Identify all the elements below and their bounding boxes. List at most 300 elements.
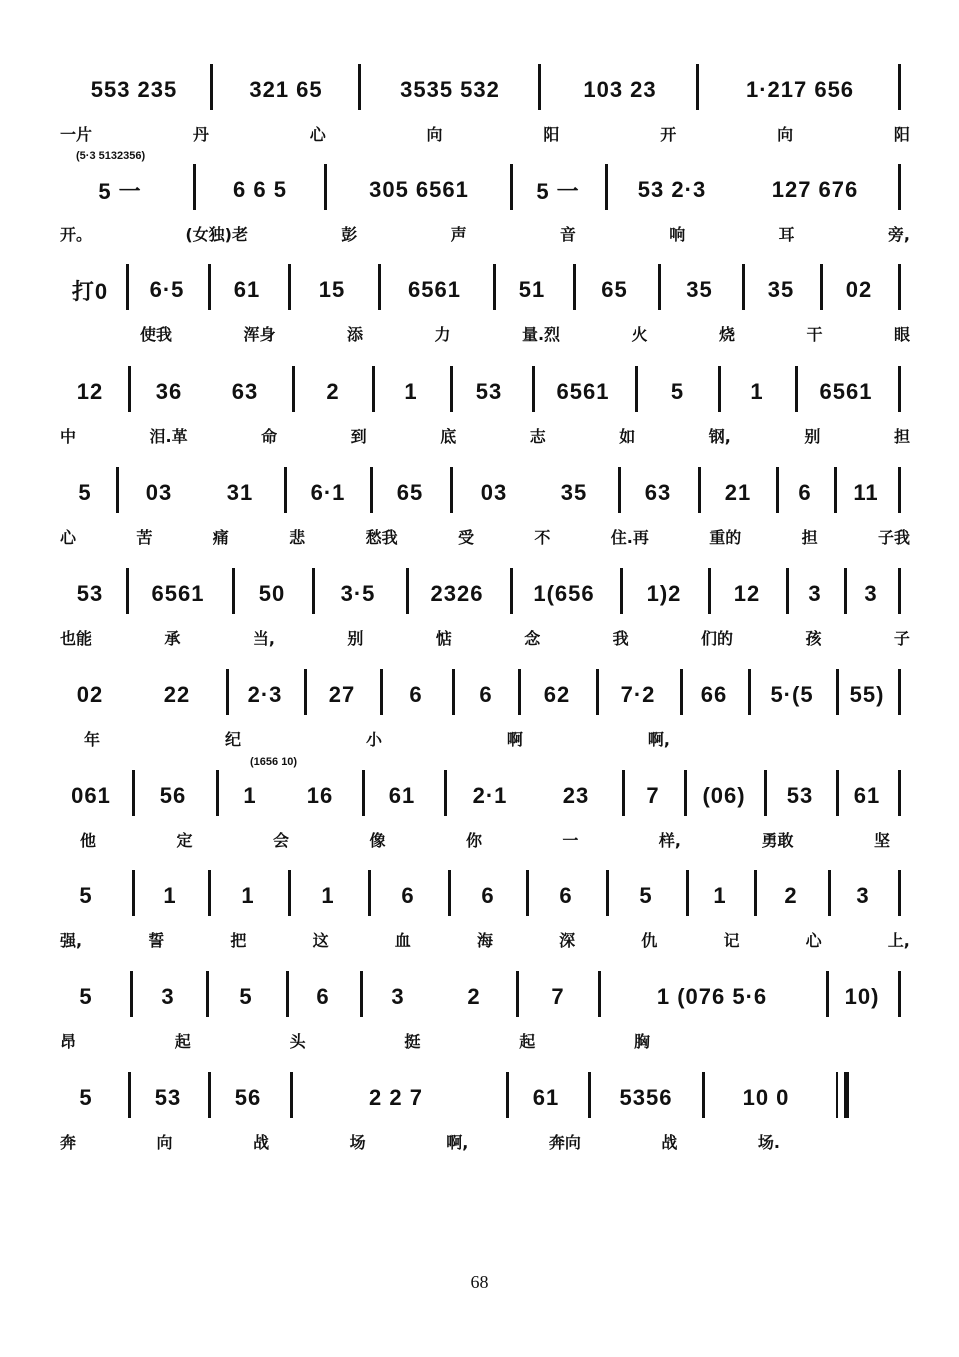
measure: 63 [231, 379, 259, 404]
measure: 12 [76, 379, 104, 404]
measure: 6561 [151, 581, 205, 606]
measure: 6 [409, 682, 423, 707]
measure: 31 [226, 480, 254, 505]
lyric: 住.再 [610, 528, 649, 547]
bar-line [680, 669, 683, 715]
lyric: 孩 [805, 629, 822, 648]
final-bar-line [844, 1072, 849, 1118]
lyric: 坚 [873, 831, 890, 850]
bar-line [130, 971, 133, 1017]
bar-line [232, 568, 235, 614]
bar-line [206, 971, 209, 1017]
bar-line [288, 870, 291, 916]
bar-line [304, 669, 307, 715]
lyric: 子 [893, 629, 910, 648]
bar-line [448, 870, 451, 916]
bar-line [450, 366, 453, 412]
lyric: 这 [312, 931, 329, 950]
bar-line [372, 366, 375, 412]
bar-line [226, 669, 229, 715]
bar-line [698, 467, 701, 513]
bar-line [193, 164, 196, 210]
lyric: 场 [349, 1133, 366, 1152]
lyric: 彭 [341, 225, 358, 244]
measure: 6 [559, 883, 573, 908]
bar-line [748, 669, 751, 715]
bar-line [622, 770, 625, 816]
lyric: 眼 [893, 325, 910, 344]
bar-line [362, 770, 365, 816]
measure: 2 [784, 883, 798, 908]
bar-line [588, 1072, 591, 1118]
measure: 61 [388, 783, 416, 808]
lyrics-line [60, 424, 910, 450]
bar-line [532, 366, 535, 412]
bar-line [510, 164, 513, 210]
lyric: 声 [450, 225, 467, 244]
bar-line [836, 770, 839, 816]
bar-line [358, 64, 361, 110]
lyric: 样, [658, 831, 681, 850]
lyric: 战 [661, 1133, 678, 1152]
measure: (06) [702, 783, 746, 808]
bar-line [898, 971, 901, 1017]
bar-line [216, 770, 219, 816]
measure: 5356 [619, 1085, 673, 1110]
bar-line [116, 467, 119, 513]
measure: 35 [560, 480, 588, 505]
measure: 6561 [819, 379, 873, 404]
measure: 22 [163, 682, 191, 707]
measure: 1 [163, 883, 177, 908]
lyric: (女独)老 [185, 225, 248, 244]
lyric: 胸 [633, 1032, 650, 1051]
measure: 3 [864, 581, 878, 606]
lyric: 担 [893, 427, 910, 446]
lyric: 啊 [506, 730, 523, 749]
measure: 61 [853, 783, 881, 808]
lyric: 像 [369, 831, 386, 850]
measure: 1 [321, 883, 335, 908]
measure: 3535 532 [400, 77, 500, 102]
bar-line [506, 1072, 509, 1118]
measure: 3 [808, 581, 822, 606]
measure: 36 [155, 379, 183, 404]
lyric: 浑身 [243, 325, 276, 344]
lyrics-line [60, 222, 910, 248]
measure: 305 6561 [369, 177, 469, 202]
lyric: 挺 [404, 1032, 421, 1051]
lyric: 小 [365, 730, 382, 749]
lyric: 响 [669, 225, 686, 244]
measure: 62 [543, 682, 571, 707]
lyric: 心 [309, 125, 326, 144]
bar-line [618, 467, 621, 513]
bar-line [573, 264, 576, 310]
lyric: 愁我 [365, 528, 398, 547]
lyric: 起 [519, 1032, 536, 1051]
lyric: 丹 [192, 125, 209, 144]
page-number: 68 [470, 1272, 489, 1292]
measure: 6·1 [310, 480, 346, 505]
bar-line [598, 971, 601, 1017]
measure: 5 [79, 984, 93, 1009]
lyric: 音 [559, 225, 576, 244]
lyric: 惦 [435, 629, 452, 648]
measure: 53 [786, 783, 814, 808]
final-bar-line [836, 1072, 838, 1118]
lyrics-line [60, 322, 910, 348]
bar-line [635, 366, 638, 412]
measure: 5 [639, 883, 653, 908]
lyric: 誓 [148, 931, 165, 950]
lyric: 昂 [60, 1032, 77, 1051]
grace-note-annotation: (5·3 5132356) [76, 150, 146, 162]
lyric: 干 [806, 325, 823, 344]
measure: 321 65 [249, 77, 323, 102]
measure: 56 [234, 1085, 262, 1110]
score-system-8 [60, 756, 910, 876]
measure: 6 [479, 682, 493, 707]
lyric: 子我 [877, 528, 910, 547]
bar-line [510, 568, 513, 614]
bar-line [684, 770, 687, 816]
bar-line [516, 971, 519, 1017]
measure: 53 [76, 581, 104, 606]
bar-line [526, 870, 529, 916]
bar-line [312, 568, 315, 614]
lyric: 担 [801, 528, 818, 547]
lyric: 火 [631, 325, 648, 344]
measure: 2·1 [472, 783, 508, 808]
lyrics-line [60, 1029, 910, 1055]
bar-line [764, 770, 767, 816]
bar-line [898, 669, 901, 715]
bar-line [132, 870, 135, 916]
grace-note-annotation: (1656 10) [250, 756, 298, 768]
measure: 66 [700, 682, 728, 707]
measure: 1·217 656 [745, 77, 855, 102]
bar-line [284, 467, 287, 513]
measure: 53 [475, 379, 503, 404]
bar-line [518, 669, 521, 715]
lyric: 会 [272, 831, 289, 850]
measure: 27 [328, 682, 356, 707]
measure: 2·3 [247, 682, 283, 707]
bar-line [406, 568, 409, 614]
bar-line [844, 568, 847, 614]
lyric: 血 [394, 931, 411, 950]
lyric: 旁, [887, 225, 910, 244]
bar-line [210, 64, 213, 110]
bar-line [128, 366, 131, 412]
lyrics-line [60, 727, 910, 753]
bar-line [776, 467, 779, 513]
lyric: 记 [723, 931, 740, 950]
measure: 6561 [556, 379, 610, 404]
lyric: 奔 [60, 1133, 77, 1152]
measure: 10) [844, 984, 880, 1009]
bar-line [718, 366, 721, 412]
bar-line [898, 870, 901, 916]
lyric: 定 [176, 831, 193, 850]
measure: 103 23 [583, 77, 657, 102]
measure: 65 [396, 480, 424, 505]
score-system-2 [60, 150, 910, 270]
measure: 5 一 [536, 178, 580, 204]
measure: 16 [306, 783, 334, 808]
measure: 5 [239, 984, 253, 1009]
lyric: 战 [253, 1133, 270, 1152]
lyric: 命 [261, 427, 278, 446]
measure: 15 [318, 277, 346, 302]
measure: 53 2·3 [637, 177, 707, 202]
bar-line [754, 870, 757, 916]
lyric: 烧 [718, 325, 735, 344]
bar-line [538, 64, 541, 110]
bar-line [795, 366, 798, 412]
lyric: 苦 [136, 528, 153, 547]
measure: 1)2 [646, 581, 682, 606]
lyric: 耳 [778, 225, 795, 244]
lyric: 心 [805, 931, 822, 950]
lyrics-line [60, 928, 910, 954]
lyrics-line [60, 1130, 910, 1156]
measure: 1 [241, 883, 255, 908]
lyric: 心 [60, 528, 77, 547]
measure: 51 [518, 277, 546, 302]
score-system-4 [60, 372, 910, 472]
measure: 6 [481, 883, 495, 908]
lyric: 啊, [647, 730, 670, 749]
bar-line [286, 971, 289, 1017]
bar-line [826, 971, 829, 1017]
measure: 553 235 [90, 77, 178, 102]
lyric: 海 [476, 931, 493, 950]
lyric: 别 [347, 629, 364, 648]
measure: 35 [686, 277, 713, 302]
bar-line [786, 568, 789, 614]
measure: 02 [76, 682, 104, 707]
lyric: 重的 [709, 528, 742, 547]
measure: 2 2 7 [369, 1085, 423, 1110]
lyric: 开 [660, 125, 677, 144]
measure: 6 [798, 480, 812, 505]
bar-line [596, 669, 599, 715]
bar-line [380, 669, 383, 715]
lyric: 开。 [60, 225, 93, 244]
measure: 1 [404, 379, 418, 404]
measure: 12 [733, 581, 761, 606]
bar-line [126, 568, 129, 614]
lyric: 痛 [212, 528, 229, 547]
bar-line [126, 264, 129, 310]
measure: 53 [154, 1085, 182, 1110]
measure: 11 [853, 480, 879, 505]
measure: 127 676 [771, 177, 859, 202]
bar-line [128, 1072, 131, 1118]
lyric: 深 [559, 931, 576, 950]
bar-line [606, 870, 609, 916]
lyric: 当, [252, 629, 275, 648]
measure: 03 [145, 480, 173, 505]
measure: 03 [480, 480, 508, 505]
lyric: 中 [60, 427, 77, 446]
bar-line [742, 264, 745, 310]
bar-line [452, 669, 455, 715]
bar-line [290, 1072, 293, 1118]
score-system-3 [60, 270, 910, 370]
measure: 1 [750, 379, 764, 404]
bar-line [288, 264, 291, 310]
lyric: 你 [465, 831, 482, 850]
measure: 6 6 5 [233, 177, 287, 202]
lyric: 悲 [289, 528, 306, 547]
score-system-11 [60, 1078, 910, 1178]
lyric: 一 [562, 831, 579, 850]
measure: 5·(5 [770, 682, 814, 707]
score-system-1 [60, 70, 910, 170]
lyric: 念 [524, 629, 541, 648]
bar-line [898, 467, 901, 513]
lyric: 到 [350, 427, 367, 446]
lyric: 承 [164, 629, 181, 648]
measure: 5 [79, 883, 93, 908]
measure: 56 [159, 783, 187, 808]
measure: 2 [326, 379, 340, 404]
measure: 7 [646, 783, 660, 808]
measure: 2 [467, 984, 481, 1009]
lyric: 受 [457, 528, 474, 547]
measure: 21 [724, 480, 752, 505]
measure: 5 一 [98, 178, 142, 204]
measure: 65 [601, 277, 628, 302]
bar-line [620, 568, 623, 614]
lyric: 阳 [543, 125, 560, 144]
bar-line [444, 770, 447, 816]
lyric: 啊, [446, 1133, 469, 1152]
bar-line [898, 64, 901, 110]
bar-line [708, 568, 711, 614]
bar-line [378, 264, 381, 310]
bar-line [820, 264, 823, 310]
lyric: 我 [612, 629, 629, 648]
measure: 打0 [71, 278, 109, 304]
measure: 23 [562, 783, 590, 808]
bar-line [208, 870, 211, 916]
measure: 3 [856, 883, 870, 908]
measure: 61 [532, 1085, 560, 1110]
measure: 1(656 [533, 581, 595, 606]
lyric: 他 [80, 831, 97, 850]
lyric: 上, [887, 931, 910, 950]
lyric: 阳 [893, 125, 910, 144]
measure: 63 [644, 480, 672, 505]
measure: 10 0 [742, 1085, 790, 1110]
lyric: 一片 [60, 125, 93, 144]
score-system-10 [60, 977, 910, 1077]
lyric: 起 [174, 1032, 191, 1051]
lyric: 钢, [708, 427, 731, 446]
bar-line [702, 1072, 705, 1118]
lyric: 量.烈 [521, 325, 561, 344]
lyric: 泪.革 [149, 427, 188, 446]
bar-line [658, 264, 661, 310]
lyric: 向 [156, 1133, 173, 1152]
lyric: 纪 [224, 730, 241, 749]
lyric: 别 [804, 427, 821, 446]
bar-line [828, 870, 831, 916]
lyric: 场. [757, 1133, 780, 1152]
bar-line [360, 971, 363, 1017]
lyric: 使我 [140, 325, 173, 344]
bar-line [696, 64, 699, 110]
measure: 61 [233, 277, 261, 302]
lyric: 志 [529, 427, 546, 446]
bar-line [208, 264, 211, 310]
bar-line [292, 366, 295, 412]
lyric: 把 [230, 931, 247, 950]
score-system-7 [60, 675, 910, 775]
measure: 02 [845, 277, 873, 302]
lyric: 强, [60, 931, 83, 950]
bar-line [450, 467, 453, 513]
lyric: 如 [619, 427, 636, 446]
bar-line [898, 568, 901, 614]
measure: 1 (076 5·6 [656, 984, 768, 1009]
measure: 1 [243, 783, 257, 808]
measure: 7 [551, 984, 565, 1009]
measure: 061 [71, 783, 111, 808]
bar-line [898, 264, 901, 310]
lyric: 勇敢 [761, 831, 794, 850]
lyrics-line [60, 626, 910, 652]
bar-line [132, 770, 135, 816]
lyric: 向 [777, 125, 794, 144]
lyric: 底 [440, 427, 457, 446]
measure: 6561 [408, 277, 461, 302]
lyric: 添 [346, 325, 363, 344]
bar-line [836, 669, 839, 715]
lyric: 力 [434, 325, 451, 344]
lyric: 奔向 [548, 1133, 581, 1152]
bar-line [898, 770, 901, 816]
lyric: 头 [289, 1032, 306, 1051]
measure: 6 [316, 984, 330, 1009]
lyric: 年 [84, 730, 101, 749]
lyric: 向 [426, 125, 443, 144]
bar-line [208, 1072, 211, 1118]
measure: 5 [78, 480, 92, 505]
measure: 3 [161, 984, 175, 1009]
measure: 3 [391, 984, 405, 1009]
measure: 5 [79, 1085, 93, 1110]
measure: 3·5 [340, 581, 376, 606]
score-system-6 [60, 574, 910, 674]
bar-line [898, 366, 901, 412]
measure: 7·2 [620, 682, 656, 707]
measure: 1 [713, 883, 727, 908]
lyrics-line [60, 525, 910, 551]
bar-line [898, 164, 901, 210]
measure: 35 [767, 277, 795, 302]
bar-line [493, 264, 496, 310]
lyrics-line [60, 122, 910, 148]
bar-line [605, 164, 608, 210]
bar-line [834, 467, 837, 513]
lyric: 不 [534, 528, 551, 547]
lyric: 们的 [701, 629, 734, 648]
